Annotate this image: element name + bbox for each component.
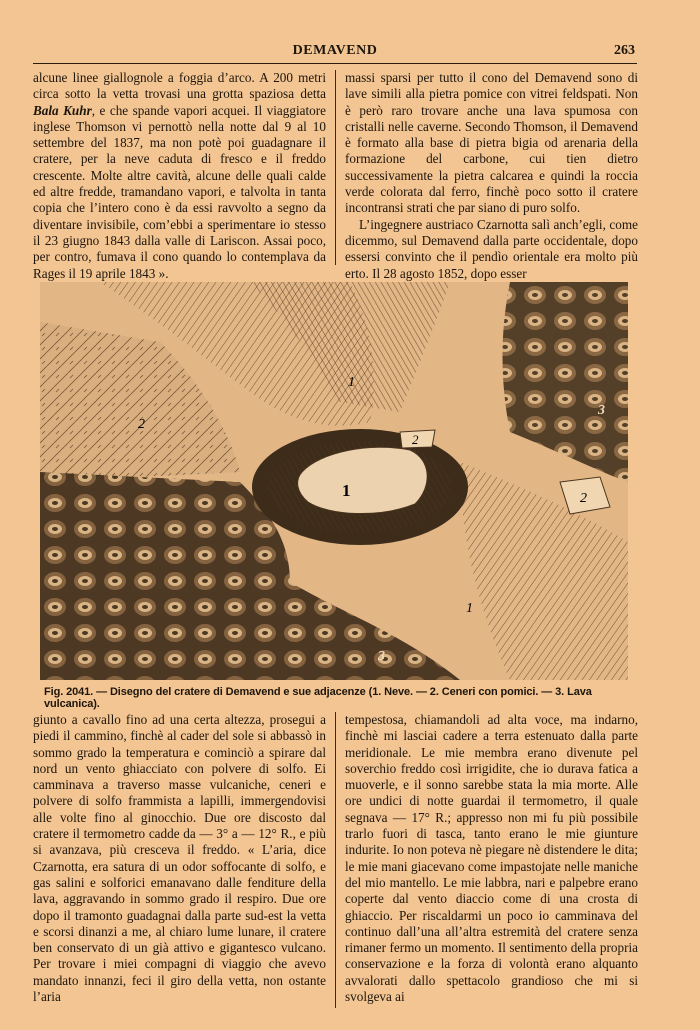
figure-label-ash: 2 [412, 432, 419, 447]
paragraph: L’ingegnere austriaco Czarnotta salì anch’egli, come dicemmo, sul Demavend dalla parte occidentale, dopo essersi convinto che il pendìo orientale era molto più erto. Il 28 agosto 1852, dopo esser [345, 216, 638, 281]
running-header [33, 41, 637, 64]
text-run: , e che spande vapori acquei. Il viaggiatore inglese Thomson vi pernottò nella notte dal 9 al 10 settembre del 1837, ma non potè poi guadagnare il cratere, per la neve caduta di fresco e il freddo crescente. Molte altre cavità, alcune delle quali calde ed altre fredde, tramandano vapori, e talvolta in tanta copia che l’intero cono è da essi ravvolto a segno da diventare invisibile, com’ebbi a sperimentare io stesso il 23 giugno 1843 dalla valle di Lariscon. Assai poco, per contro, fumava il cono quando lo contemplava da Rages il 19 aprile 1843 ». [33, 102, 326, 281]
column-bottom-left [33, 712, 326, 1005]
column-top-left [33, 70, 326, 298]
figure-label-lava: 3 [598, 403, 605, 418]
figure-label-snow: 1 [466, 601, 473, 616]
paragraph: tempestosa, chiamandoli ad alta voce, ma indarno, finchè mi lasciai cadere a terra estenuato dalla parte meridionale. Le mie membra erano divenute pel soverchio freddo così irrigidite, che io durava fatica a muoverle, e il sonno sarebbe stata la mia morte. Alle ore undici di notte guardai il termometro, il quale segnava — 17° R.; appresso non mi fu più possibile trarlo fuori di tasca, tanto erano le mie giunture indurite. Io non poteva nè piegare nè distendere le dita; le mie mani giacevano come impastojate nelle maniche del mio mantello. Le mie labbra, nari e palpebre erano coperte dal vento diaccio come di una crosta di ghiaccio. Per riscaldarmi un poco io camminava del continuo dall’una all’altra estremità del cratere senza rimaner fermo un momento. Il sentimento della propria conservazione e la forza di volontà erano alquanto avvalorati dallo spettacolo grandioso che mi si svolgeva ai [345, 712, 638, 1005]
column-bottom-right [345, 712, 638, 1005]
figure-label-snow: 1 [342, 481, 351, 500]
page-number: 263 [614, 43, 635, 58]
paragraph: massi sparsi per tutto il cono del Demavend sono di lave simili alla pietra pomice con vitrei feldspati. Non è però raro trovare anche una lava spumosa con cristalli nelle caverne. Secondo Thomson, il Demavend è formato alla base di pietra bigia od arenaria della formazione del carbone, cui tien dietro successivamente la pietra calcarea e quindi la roccia verde colorata dal ferro, finchè poco sotto il cratere incontransi strati che par siano di puro solfo. [345, 70, 638, 216]
figure-label-ash: 2 [580, 491, 587, 506]
column-divider [335, 70, 336, 265]
figure-caption: Fig. 2041. — Disegno del cratere di Demavend e sue adjacenze (1. Neve. — 2. Ceneri con pomici. — 3. Lava vulcanica). [44, 686, 592, 710]
paragraph [33, 70, 326, 282]
text-run: alcune linee giallognole a foggia d’arco. A 200 metri circa sotto la vetta trovasi una grotta spaziosa detta [33, 70, 326, 102]
place-name: Bala Kuhr [33, 102, 92, 118]
header-title: DEMAVEND [292, 43, 378, 58]
crater-engraving [40, 282, 628, 680]
column-divider [335, 712, 336, 1008]
figure-label-snow: 1 [348, 375, 355, 390]
figure-label-ash: 2 [138, 417, 145, 432]
column-top-right [345, 70, 638, 282]
crater-illustration [40, 282, 628, 680]
figure-label-lava: 3 [378, 649, 385, 664]
paragraph: giunto a cavallo fino ad una certa altezza, prosegui a piedi il cammino, finchè al cader del sole si abbassò in sommo grado la temperatura e cominciò a spirare dal nord un vento ghiacciato con polvere di solfo. Ei camminava a traverso masse vulcaniche, ceneri e polvere di solfo frammista a lapilli, immergendovisi alle volte fino al ginocchio. Due ore discosto dal cratere il termometro cadde da — 3° a — 12° R., e più si avanzava, più cresceva il freddo. « L’aria, dice Czarnotta, era satura di un odor soffocante di solfo, e gas salini e solforici emanavano dalle fenditure della lava, aggravando in sommo grado il respiro. Due ore dopo il tramonto guadagnai dalla parte sud-est la vetta e scorsi dinanzi a me, al chiaro lume lunare, il cratere ben conservato di un già attivo e gigantesco vulcano. Per trovare i miei compagni di viaggio che avevo mandato innanzi, feci il giro della vetta, non ostante l’aria [33, 712, 326, 1005]
